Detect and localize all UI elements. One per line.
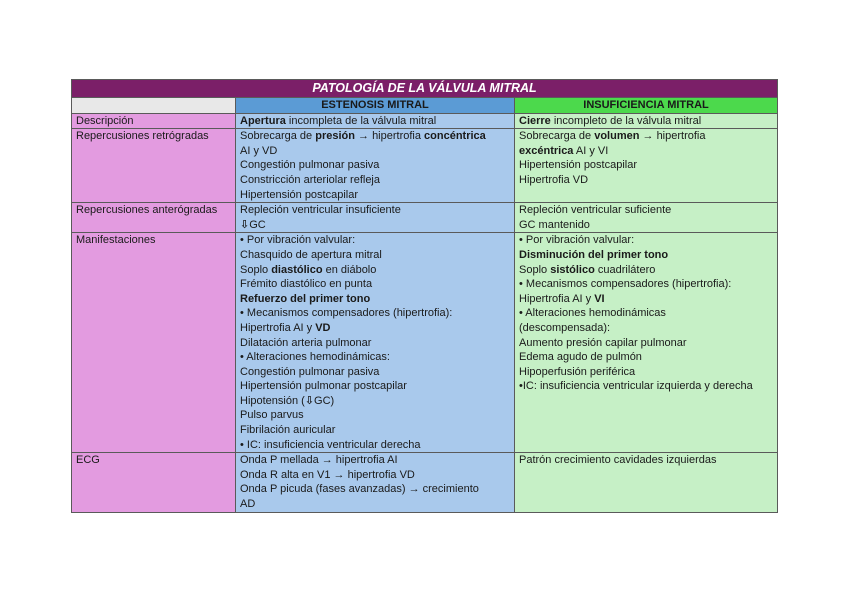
- text-segment: Sobrecarga de: [240, 130, 316, 143]
- row-label: Repercusiones anterógradas: [72, 203, 236, 233]
- cell-line: [519, 248, 773, 263]
- text-segment: Pulso parvus: [240, 409, 304, 422]
- text-segment: Refuerzo del primer tono: [240, 292, 371, 305]
- text-segment: cuadrilátero: [594, 263, 656, 276]
- cell-line: [240, 379, 510, 394]
- cell-line: [519, 306, 773, 321]
- table-row-descripcion: [72, 113, 778, 129]
- insuficiencia-cell: [515, 453, 778, 512]
- text-segment: GC mantenido: [519, 218, 590, 231]
- text-segment: diastólico: [271, 263, 323, 276]
- header-blank-cell: [72, 98, 236, 114]
- cell-line: [519, 379, 773, 394]
- cell-line: [519, 218, 773, 233]
- text-segment: AI y VI: [573, 144, 609, 157]
- cell-line: [519, 350, 773, 365]
- header-row: [72, 98, 778, 114]
- text-segment: • Alteraciones hemodinámicas: [519, 307, 666, 320]
- cell-line: [519, 144, 773, 159]
- header-insuficiencia: INSUFICIENCIA MITRAL: [515, 98, 778, 114]
- text-segment: en diábolo: [322, 263, 377, 276]
- text-segment: Onda R alta en V1 → hipertrofia VD: [240, 468, 415, 481]
- text-segment: GC: [249, 218, 266, 231]
- cell-line: [240, 497, 510, 512]
- cell-line: [519, 336, 773, 351]
- text-segment: Hipoperfusión periférica: [519, 365, 636, 378]
- text-segment: concéntrica: [424, 130, 486, 143]
- cell-line: [240, 292, 510, 307]
- cell-line: [240, 336, 510, 351]
- text-segment: AD: [240, 498, 256, 511]
- cell-line: [240, 248, 510, 263]
- text-segment: incompleto de la válvula mitral: [550, 114, 702, 127]
- cell-line: [240, 188, 510, 203]
- cell-line: [240, 233, 510, 248]
- text-segment: excéntrica: [519, 144, 574, 157]
- text-segment: Hipertensión postcapilar: [240, 188, 359, 201]
- text-segment: Fibrilación auricular: [240, 424, 336, 437]
- cell-line: [519, 321, 773, 336]
- text-segment: Hipertrofia AI y: [519, 292, 595, 305]
- text-segment: Edema agudo de pulmón: [519, 351, 642, 364]
- cell-line: [240, 365, 510, 380]
- cell-line: [240, 468, 510, 483]
- row-label: Manifestaciones: [72, 233, 236, 453]
- cell-line: [519, 129, 773, 144]
- cell-line: [519, 173, 773, 188]
- text-segment: Congestión pulmonar pasiva: [240, 159, 380, 172]
- cell-line: [519, 203, 773, 218]
- estenosis-cell: [236, 453, 515, 512]
- cell-line: [240, 321, 510, 336]
- cell-line: [240, 144, 510, 159]
- text-segment: GC): [314, 394, 335, 407]
- text-segment: • Por vibración valvular:: [240, 234, 356, 247]
- cell-line: [519, 365, 773, 380]
- text-segment: Repleción ventricular suficiente: [519, 204, 672, 217]
- estenosis-cell: [236, 233, 515, 453]
- text-segment: • Por vibración valvular:: [519, 234, 635, 247]
- cell-line: [240, 408, 510, 423]
- text-segment: Patrón crecimiento cavidades izquierdas: [519, 454, 717, 467]
- text-segment: sistólico: [550, 263, 595, 276]
- text-segment: incompleta de la válvula mitral: [285, 114, 437, 127]
- cell-line: [519, 292, 773, 307]
- text-segment: • Mecanismos compensadores (hipertrofia):: [240, 307, 453, 320]
- cell-line: [519, 277, 773, 292]
- cell-line: [240, 350, 510, 365]
- down-arrow-icon: ⇩: [240, 218, 250, 231]
- table-row-repercusiones-retrogradas: [72, 129, 778, 203]
- text-segment: → hipertrofia: [354, 130, 425, 143]
- insuficiencia-cell: [515, 233, 778, 453]
- text-segment: presión: [315, 130, 355, 143]
- text-segment: Constricción arteriolar refleja: [240, 173, 380, 186]
- text-segment: Frémito diastólico en punta: [240, 278, 373, 291]
- cell-line: [240, 438, 510, 453]
- text-segment: Hipotensión (: [240, 394, 305, 407]
- cell-line: [519, 114, 773, 129]
- text-segment: • IC: insuficiencia ventricular derecha: [240, 438, 421, 451]
- text-segment: Dilatación arteria pulmonar: [240, 336, 372, 349]
- text-segment: (descompensada):: [519, 321, 611, 334]
- cell-line: [519, 263, 773, 278]
- cell-line: [519, 233, 773, 248]
- cell-line: [519, 453, 773, 468]
- table-row-repercusiones-anterogradas: [72, 203, 778, 233]
- cell-line: [240, 394, 510, 409]
- text-segment: volumen: [594, 130, 640, 143]
- title-row: [72, 80, 778, 98]
- text-segment: • Mecanismos compensadores (hipertrofia):: [519, 278, 732, 291]
- table-row-ecg: [72, 453, 778, 512]
- text-segment: Apertura: [240, 114, 286, 127]
- cell-line: [240, 423, 510, 438]
- header-estenosis: ESTENOSIS MITRAL: [236, 98, 515, 114]
- text-segment: Disminución del primer tono: [519, 248, 669, 261]
- cell-line: [240, 218, 510, 233]
- row-label: Repercusiones retrógradas: [72, 129, 236, 203]
- text-segment: •IC: insuficiencia ventricular izquierda y derecha: [519, 380, 753, 393]
- text-segment: Onda P mellada → hipertrofia AI: [240, 454, 398, 467]
- insuficiencia-cell: [515, 203, 778, 233]
- cell-line: [240, 306, 510, 321]
- text-segment: Hipertensión pulmonar postcapilar: [240, 380, 407, 393]
- cell-line: [240, 158, 510, 173]
- text-segment: Hipertrofia AI y: [240, 321, 316, 334]
- estenosis-cell: [236, 203, 515, 233]
- insuficiencia-cell: [515, 113, 778, 129]
- text-segment: → hipertrofia: [639, 130, 706, 143]
- text-segment: • Alteraciones hemodinámicas:: [240, 351, 390, 364]
- cell-line: [519, 158, 773, 173]
- estenosis-cell: [236, 113, 515, 129]
- cell-line: [240, 129, 510, 144]
- down-arrow-icon: ⇩: [304, 394, 315, 407]
- row-label: ECG: [72, 453, 236, 512]
- text-segment: VI: [594, 292, 605, 305]
- text-segment: Sobrecarga de: [519, 130, 595, 143]
- cell-line: [240, 263, 510, 278]
- text-segment: Aumento presión capilar pulmonar: [519, 336, 687, 349]
- cell-line: [240, 453, 510, 468]
- estenosis-cell: [236, 129, 515, 203]
- cell-line: [240, 277, 510, 292]
- text-segment: VD: [315, 321, 331, 334]
- text-segment: Hipertrofia VD: [519, 173, 589, 186]
- cell-line: [240, 173, 510, 188]
- cell-line: [240, 482, 510, 497]
- insuficiencia-cell: [515, 129, 778, 203]
- text-segment: Repleción ventricular insuficiente: [240, 204, 401, 217]
- text-segment: Onda P picuda (fases avanzadas) → crecimiento: [240, 483, 479, 496]
- cell-line: [240, 203, 510, 218]
- text-segment: AI y VD: [240, 144, 278, 157]
- text-segment: Cierre: [519, 114, 551, 127]
- table-row-manifestaciones: [72, 233, 778, 453]
- text-segment: Soplo: [240, 263, 272, 276]
- mitral-valve-table: [71, 79, 778, 513]
- text-segment: Congestión pulmonar pasiva: [240, 365, 380, 378]
- text-segment: Hipertensión postcapilar: [519, 159, 638, 172]
- cell-line: [240, 114, 510, 129]
- text-segment: Chasquido de apertura mitral: [240, 248, 382, 261]
- row-label: Descripción: [72, 113, 236, 129]
- text-segment: Soplo: [519, 263, 551, 276]
- table-title: PATOLOGÍA DE LA VÁLVULA MITRAL: [72, 80, 778, 98]
